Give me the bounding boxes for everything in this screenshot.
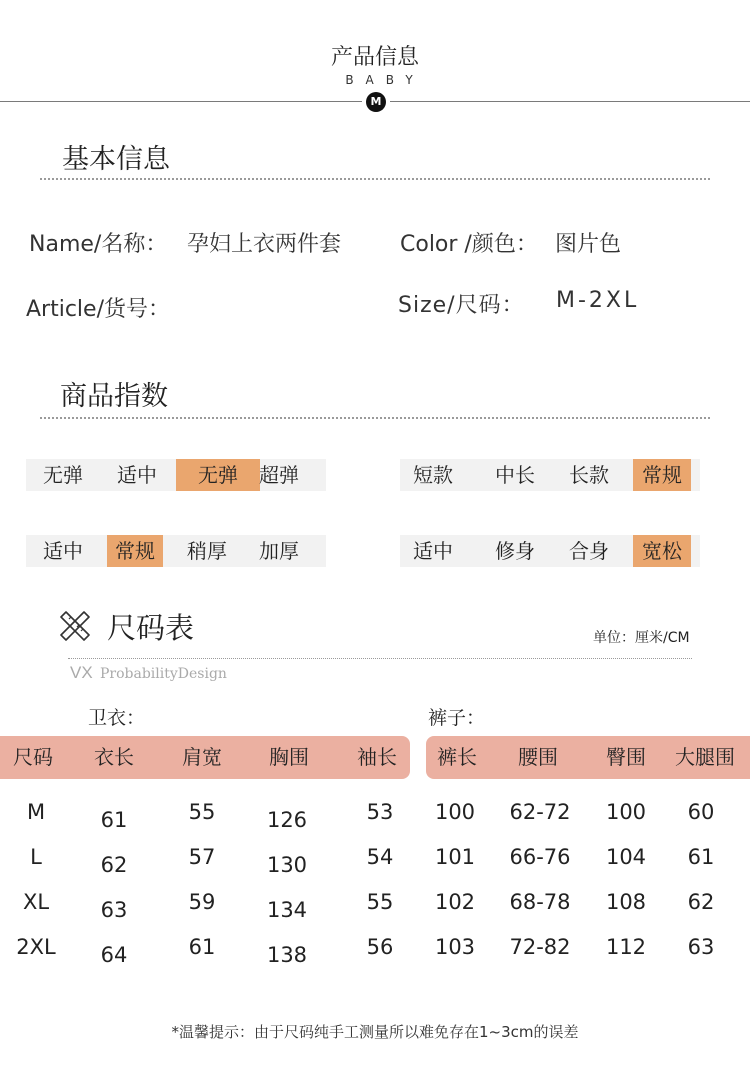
table-cell: 100 (605, 800, 647, 824)
column-header: 尺码 (13, 745, 53, 769)
index-row-stretch (26, 459, 326, 491)
table-cell: 68-78 (509, 890, 571, 914)
table-cell: 55 (188, 800, 216, 824)
column-header: 大腿围 (675, 745, 735, 769)
column-header: 肩宽 (182, 745, 222, 769)
index-option: 无弹 (43, 463, 83, 487)
index-option: 长款 (569, 463, 609, 487)
tape-cross-icon (58, 609, 92, 643)
index-row-fit (400, 535, 700, 567)
color-label: Color /颜色： (400, 232, 538, 257)
column-header: 袖长 (357, 745, 397, 769)
table-cell: 60 (687, 800, 715, 824)
table-cell: 64 (100, 943, 128, 967)
name-value: 孕妇上衣两件套 (187, 232, 342, 257)
table-cell: 62-72 (509, 800, 571, 824)
index-option-selected: 常规 (633, 459, 691, 491)
column-header: 胸围 (269, 745, 309, 769)
column-header: 腰围 (518, 745, 558, 769)
table-cell: 61 (188, 935, 216, 959)
table-cell: 63 (687, 935, 715, 959)
index-option-selected: 常规 (107, 535, 163, 567)
color-value: 图片色 (555, 232, 622, 257)
unit-label: 单位：厘米/CM (593, 630, 690, 646)
pants-label: 裤子： (428, 707, 486, 729)
page-title: 产品信息 (330, 45, 419, 70)
column-header: 衣长 (94, 745, 134, 769)
index-option: 中长 (495, 463, 535, 487)
table-cell: 103 (434, 935, 476, 959)
size-cell: M (26, 800, 46, 824)
index-option: 短款 (413, 463, 453, 487)
basic-info-divider (40, 178, 710, 180)
table-cell: 54 (366, 845, 394, 869)
table-cell: 59 (188, 890, 216, 914)
table-cell: 61 (100, 808, 128, 832)
size-value: M-2XL (556, 288, 640, 313)
column-header: 裤长 (437, 745, 477, 769)
header-divider-left (0, 101, 362, 102)
size-cell: 2XL (16, 935, 56, 959)
table-cell: 130 (266, 853, 308, 877)
table-cell: 62 (687, 890, 715, 914)
table-cell: 63 (100, 898, 128, 922)
table-cell: 126 (266, 808, 308, 832)
table-cell: 138 (266, 943, 308, 967)
size-chart-divider (68, 658, 692, 659)
index-option: 适中 (117, 463, 157, 487)
table-cell: 104 (605, 845, 647, 869)
name-label: Name/名称： (29, 232, 168, 257)
table-cell: 112 (605, 935, 647, 959)
basic-info-heading: 基本信息 (62, 144, 170, 175)
index-option: 适中 (413, 539, 453, 563)
article-label: Article/货号： (26, 297, 170, 322)
table-cell: 57 (188, 845, 216, 869)
table-cell: 53 (366, 800, 394, 824)
table-cell: 108 (605, 890, 647, 914)
size-cell: XL (22, 890, 50, 914)
index-option: 加厚 (259, 539, 299, 563)
index-option-selected: 无弹 (176, 459, 260, 491)
table-cell: 61 (687, 845, 715, 869)
table-cell: 100 (434, 800, 476, 824)
index-option: 超弹 (259, 463, 299, 487)
watermark-text: ProbabilityDesign (100, 666, 227, 682)
index-heading: 商品指数 (60, 381, 168, 412)
index-row-thickness (26, 535, 326, 567)
index-divider (40, 417, 710, 419)
index-option-selected: 宽松 (633, 535, 691, 567)
m-badge-icon: M (366, 92, 386, 112)
size-cell: L (30, 845, 42, 869)
index-option: 适中 (43, 539, 83, 563)
index-option: 修身 (495, 539, 535, 563)
table-cell: 56 (366, 935, 394, 959)
table-cell: 101 (434, 845, 476, 869)
table-cell: 102 (434, 890, 476, 914)
watermark-vx: VX (70, 663, 93, 682)
table-cell: 134 (266, 898, 308, 922)
measurement-note: *温馨提示：由于尺码纯手工测量所以难免存在1~3cm的误差 (171, 1023, 579, 1041)
column-header: 臀围 (606, 745, 646, 769)
header-divider-right (390, 101, 750, 102)
table-cell: 62 (100, 853, 128, 877)
index-option: 合身 (569, 539, 609, 563)
size-chart-heading: 尺码表 (107, 611, 195, 645)
top-label: 卫衣： (88, 707, 146, 729)
table-cell: 66-76 (509, 845, 571, 869)
page-subtitle: BABY (345, 73, 425, 87)
index-row-length (400, 459, 700, 491)
index-option: 稍厚 (187, 539, 227, 563)
table-cell: 72-82 (509, 935, 571, 959)
size-label: Size/尺码： (398, 293, 525, 318)
table-cell: 55 (366, 890, 394, 914)
